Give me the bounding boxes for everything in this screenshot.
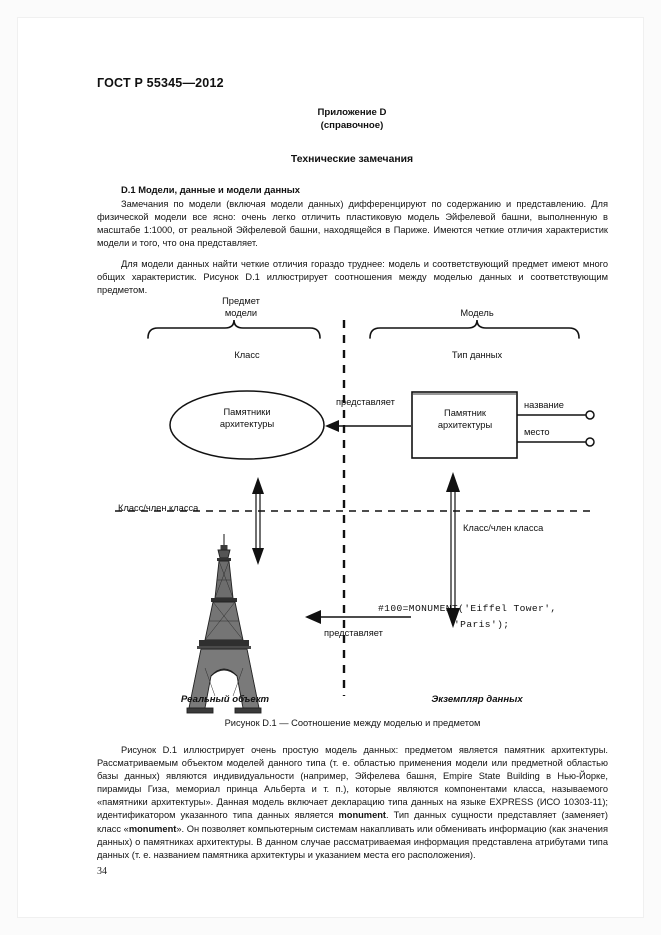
standard-header: ГОСТ Р 55345—2012 [97, 76, 224, 90]
paragraph-3-bold-monument-2: monument [128, 823, 177, 834]
label-data-instance: Экземпляр данных [431, 694, 523, 705]
label-entity-box [415, 408, 515, 431]
page-number: 34 [97, 866, 107, 877]
label-subject-of-model-line1: Предмет [222, 296, 260, 306]
paragraph-2: Для модели данных найти четкие отличия гораздо труднее: модель и соответствующий предмет имеют много общих характеристик. Рисунок D.1 иллюстрирует соотношения между моделью данных и соответствующим предметом. [97, 259, 608, 296]
attr-place-endpoint [586, 438, 594, 446]
paragraph-3 [97, 744, 608, 862]
paragraph-1: Замечания по модели (включая модели данных) дифференцируют по содержанию и представлению. Для физической модели все ясно: очень легко отличить пластиковую модель Эйфелевой башни, выполненную в масштабе 1:1000, от реальной Эйфелевой башни, находящейся в Париже. Имеются четкие отличия характеристик модели и того, что она представляет. [97, 199, 608, 249]
label-subject-of-model [181, 296, 301, 319]
document-sheet [18, 18, 643, 917]
right-class-member-head-up [446, 472, 460, 492]
left-brace [148, 320, 320, 338]
label-attr-name: название [524, 400, 564, 410]
left-class-member-head-down [252, 548, 264, 565]
paragraph-3-part-1: Рисунок D.1 иллюстрирует очень простую модель данных: предметом является памятник архитектуры. Рассматриваемым объектом моделей данного типа (т. е. областью применения модели или предметной областью базы данных) являются индивидуальности (например, Эйфелева башня, Empire State Building в Нью-Йорке, пирамиды Гиза, мемориал принца Альберта и т. п.), которые являются компонентами класса, называемого «памятники архитектуры». Данная модель включает декларацию типа данных на языке EXPRESS (ИСО 10303-11); идентификатором указанного типа данных является [97, 745, 608, 821]
paragraph-3-part-3: ». Он позволяет компьютерным системам накапливать или обменивать информацию (как значения данных) о памятниках архитектуры. В данном случае рассматриваемая информация представлена атрибутами типа данных (т. е. названием памятника архитектуры и указанием места его расположения). [97, 823, 608, 860]
label-represents-top: представляет [336, 397, 395, 407]
label-real-object: Реальный объект [180, 694, 270, 705]
label-data-type: Тип данных [451, 350, 503, 360]
section-subheading: D.1 Модели, данные и модели данных [121, 184, 300, 195]
attr-name-endpoint [586, 411, 594, 419]
eiffel-tower-icon [187, 534, 261, 713]
label-attr-place: место [524, 427, 550, 437]
label-class-ellipse-line2: архитектуры [219, 418, 275, 429]
figure-caption: Рисунок D.1 — Соотношение между моделью и предметом [224, 718, 481, 728]
paragraph-3-part-2: . Тип данных сущности представляет (заменяет) класс « [97, 810, 608, 834]
label-class-member-right: Класс/член класса [463, 523, 544, 533]
label-subject-of-model-line2: модели [224, 307, 258, 318]
express-code-line-1: #100=MONUMENT('Eiffel Tower', [378, 603, 557, 614]
label-entity-box-line1: Памятник [444, 408, 486, 418]
annex-subtitle: (справочное) [320, 120, 384, 131]
represents-arrow-bottom-head [305, 610, 321, 624]
express-code-line-2: 'Paris'); [454, 619, 510, 630]
section-title: Технические замечания [290, 154, 414, 165]
label-class-member-left: Класс/член класса [118, 503, 199, 513]
label-entity-box-line2: архитектуры [437, 419, 493, 430]
right-brace [370, 320, 579, 338]
paragraph-3-bold-monument-1: monument [338, 810, 387, 821]
label-class-ellipse-line1: Памятники [223, 407, 271, 417]
label-model: Модель [460, 308, 494, 318]
figure-d1-graphics [97, 296, 608, 736]
annex-title: Приложение D [317, 107, 387, 118]
figure-d1 [97, 296, 608, 736]
left-class-member-head-up [252, 477, 264, 494]
label-class-ellipse [187, 407, 307, 430]
label-class: Класс [234, 350, 260, 360]
annex-heading [97, 106, 607, 132]
represents-arrow-top-head [325, 420, 339, 432]
label-represents-bottom: представляет [324, 628, 383, 638]
